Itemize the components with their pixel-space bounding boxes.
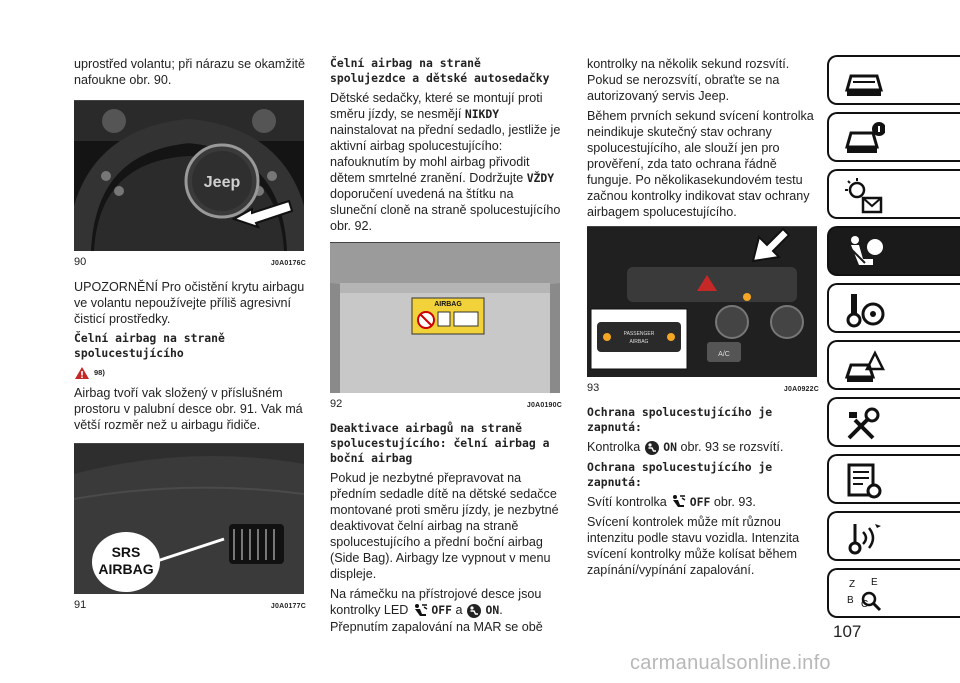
figure-91-caption [74,597,306,615]
text-run: doporučení uvedená na štítku na sluneční cloně na straně spolucestujícího obr. 92. [330,187,561,233]
dashboard-illustration [74,444,304,594]
srs-label: SRS [111,544,141,560]
off-state-paragraph [587,494,819,511]
deactivation-paragraph: Pokud je nezbytné přepravovat na předním sedadle dítě na dětské sedačce montované proti směru jízdy, je nezbytné deaktivovat čelní airbag na straně spolucestujícího a přední boční airbag (Side Bag). Airbagy lze vypnout v menu displeje. [330,471,559,581]
warning-ref-number: 98) [94,368,105,377]
figure-93-control-panel [587,226,817,377]
document-gear-icon [843,461,885,501]
tab-index[interactable] [827,568,960,618]
on-label: ON [663,440,677,454]
passenger-airbag-on-icon [644,440,660,456]
section-heading: Čelní airbag na straně spolucestujícího [74,331,225,360]
on-state-paragraph [587,439,819,456]
passenger-airbag-paragraph: Airbag tvoří vak složený v příslušném prostoru v palubní desce obr. 91. Vak má větší rozměr než u airbagu řidiče. [74,386,303,432]
text-run: obr. 93. [713,494,756,509]
multimedia-icon [843,518,885,558]
text-run: Svítí kontrolka [587,494,667,509]
text-run: nainstalovat na přední sedadlo, jestliže je aktivní airbag spolucestujícího: nafouknutím by mohl airbag přivodit dětem smrtelné zranění. Dodržujte [330,123,561,185]
figure-code: J0A0922C [783,386,819,393]
led-paragraph [330,586,562,635]
car-info-icon [843,119,885,159]
watermark: carmanualsonline.info [630,652,831,674]
text-run: Přepnutím zapalování na MAR se obě [330,619,543,634]
on-label: ON [485,603,500,617]
section-heading: Deaktivace airbagů na straně spolucestujícího: čelní airbag a boční airbag [330,421,550,465]
figure-92-sun-visor [330,242,560,393]
tab-car-warning[interactable] [827,340,960,390]
airbag-text: AIRBAG [629,339,649,345]
svg-text:C: C [861,599,869,610]
figure-number: 90 [74,256,87,268]
ac-label: A/C [718,351,730,358]
figure-90-steering-wheel [74,100,304,251]
tab-safety-airbag[interactable] [827,226,960,276]
text-run: Dětské sedačky, které se montují proti směru jízdy, se nesmějí [330,91,543,121]
text-run: obr. 93 se rozsvítí. [680,440,784,454]
off-label: OFF [431,603,452,617]
figure-number: 92 [330,398,343,410]
figure-code: J0A0190C [526,402,562,409]
text-run: Na rámečku na přístrojové desce jsou kontrolky LED [330,587,542,617]
text-run: Kontrolka [587,440,641,454]
index-alphabet-icon [843,575,885,615]
emphasis-never: NIKDY [464,107,500,121]
passenger-airbag-off-icon [412,603,428,619]
figure-number: 91 [74,599,87,611]
child-seat-paragraph [330,90,562,234]
sun-visor-illustration [330,243,560,393]
passenger-airbag-on-icon [466,603,482,619]
tools-icon [843,404,885,444]
passenger-text: PASSENGER [623,331,655,337]
tab-lights-message[interactable] [827,169,960,219]
figure-93-caption [587,380,819,398]
tab-key-steering[interactable] [827,283,960,333]
steering-wheel-illustration [74,101,304,251]
seatbelt-airbag-icon [843,233,885,273]
figure-code: J0A0177C [270,603,306,610]
lights-message-icon [843,176,885,216]
section-heading: Ochrana spolucestujícího je zapnutá: [587,405,773,434]
figure-number: 93 [587,382,600,394]
svg-text:Z: Z [849,579,856,590]
svg-text:B: B [847,595,854,606]
section-heading: Čelní airbag na straně spolujezdce a dětské autosedačky [330,56,550,85]
control-panel-illustration [587,227,817,377]
figure-code: J0A0176C [270,260,306,267]
figure-91-dashboard [74,443,304,594]
warning-reference [74,365,306,381]
passenger-airbag-off-icon [670,494,686,510]
off-label: OFF [689,494,711,509]
text-run: . [499,603,503,617]
warning-paragraph: UPOZORNĚNÍ Pro očistění krytu airbagu ve volantu nepoužívejte příliš agresivní čisticí prostředky. [74,280,305,326]
column-right [587,56,819,582]
warning-triangle-icon [74,366,90,380]
car-dashboard-icon [843,62,885,102]
figure-92-caption [330,396,562,414]
column-middle [330,56,562,639]
intensity-paragraph: Svícení kontrolek může mít různou intenzitu podle stavu vozidla. Intenzita svícení kontrolky může kolísat během zapínání/vypínání zapalování. [587,515,800,578]
svg-text:E: E [871,577,878,588]
intro-paragraph: uprostřed volantu; při nárazu se okamžitě nafoukne obr. 90. [74,57,306,87]
text-run: a [455,603,463,617]
airbag-sticker-text: AIRBAG [434,301,462,308]
section-heading: Ochrana spolucestujícího je zapnutá: [587,459,773,489]
tab-car-info[interactable] [827,112,960,162]
airbag-label: AIRBAG [98,561,154,577]
figure-90-caption [74,254,306,272]
key-steering-icon [843,290,885,330]
tab-car-dashboard[interactable] [827,55,960,105]
column-left [74,56,306,622]
tab-tools[interactable] [827,397,960,447]
test-paragraph: Během prvních sekund svícení kontrolka neindikuje skutečný stav ochrany spolucestujícího, ale slouží jen pro prověření, zda tato ochrana řádně funguje. Po několikasekundovém testu začnou kontrolky indikovat stav ochrany airbagem spolucestujícího. [587,109,814,219]
car-warning-icon [843,347,885,387]
page-number: 107 [833,622,862,641]
tab-document[interactable] [827,454,960,504]
jeep-logo-text: Jeep [203,174,241,191]
emphasis-always: VŽDY [526,171,555,185]
tab-multimedia[interactable] [827,511,960,561]
lights-paragraph: kontrolky na několik sekund rozsvítí. Pokud se nerozsvítí, obraťte se na autorizovaný servis Jeep. [587,57,790,103]
